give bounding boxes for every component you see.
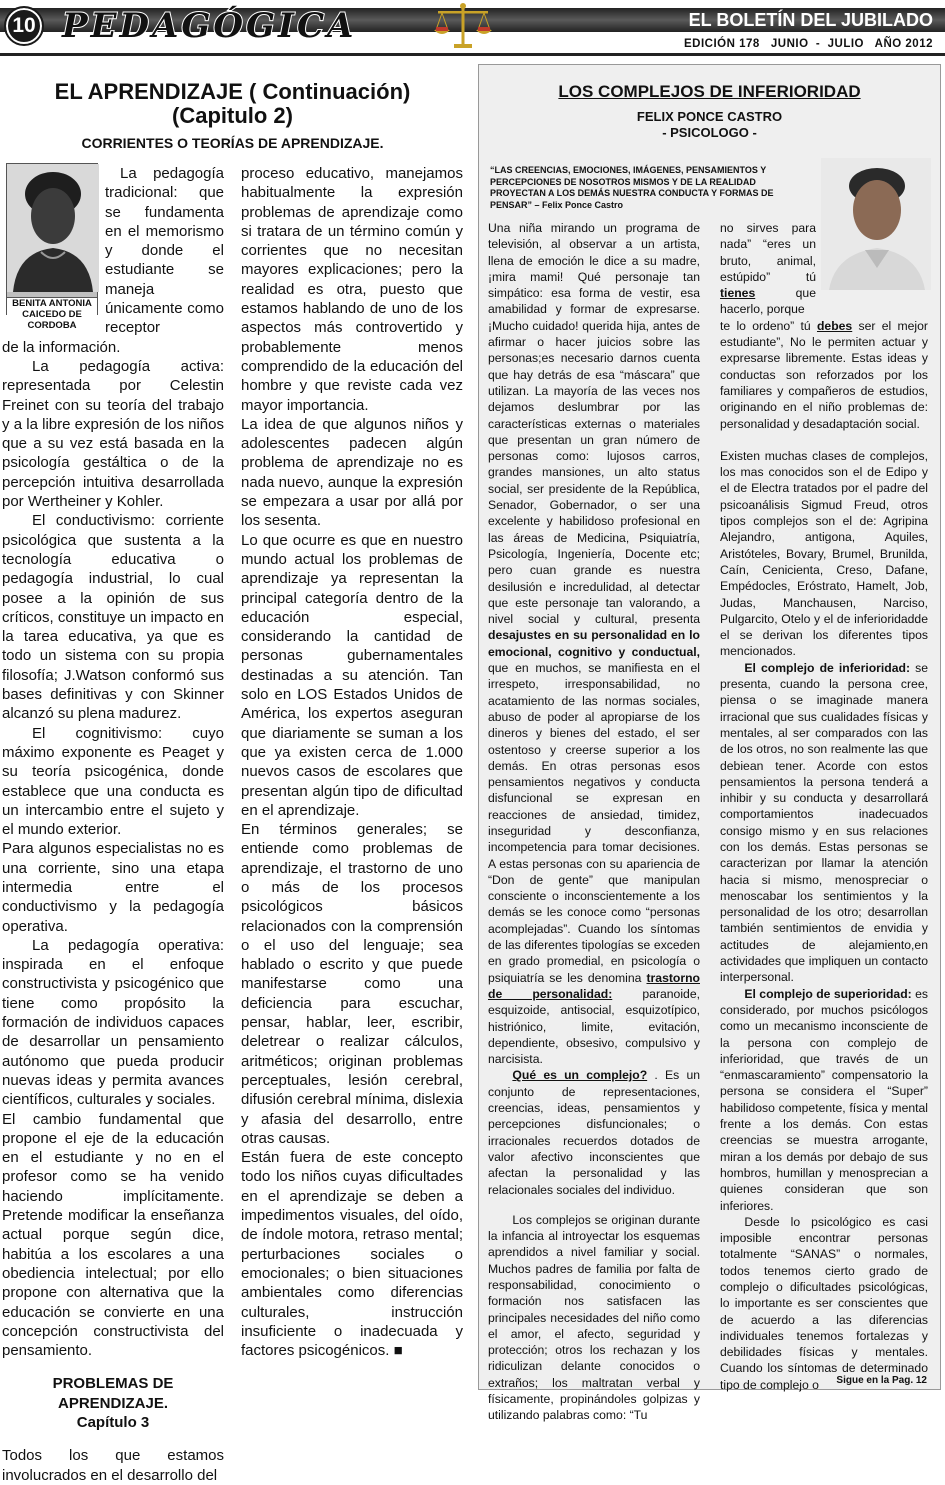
col1-p4: Para algunos especialistas no es una corriente, sino una etapa intermedia entre el conductivismo y la pedagogía operativa. [2,840,224,935]
photo-caption: BENITA ANTONIA CAICEDO DE CORDOBA [7,297,97,331]
col2-p1: proceso educativo, manejamos habitualmente la expresión problemas de aprendizaje como si tratara de un término común y corrientes que no necesitan mayores explicaciones; pero la realidad es otra, puesto que estamos hablando de uno de los aspectos más controvertido y probablemente menos comprendido de la educación del hombre y que reviste cada vez mayor importancia. [241,165,463,414]
left-column-1 [2,164,224,1485]
page-number: 10 [6,8,42,44]
col1-p6: El cambio fundamental que propone el eje de la educación en el estudiante y no en el profesor como se ha venido haciendo implícitamente. Pretende modificar la enseñanza actual porque según dice, habitúa a los escolares a una obediencia intelectual; por ello propone con alternativa que la educación se convierte en una concepción constructivista del pensamiento. [2,1110,224,1360]
col1-intro: La pedagogía tradicional: que se fundamenta en el memorismo y donde el estudiante se maneja únicamente como receptor [105,165,224,337]
right-article-author: FELIX PONCE CASTRO [636,109,783,124]
publication-name: EL BOLETÍN DEL JUBILADO [688,10,933,30]
col2-p5: Están fuera de este concepto todo los niños cuyas dificultades en el aprendizaje se deben a impedimentos visuales, del oído, de índole motora, retraso mental; perturbaciones sociales o emocionales; o bien situaciones ambientales como diferencias culturales, instrucción insuficiente o inadecuada y factores psicogénicos. ■ [241,1149,463,1360]
rc1-p2: Qué es un complejo? . Es un conjunto de representaciones, creencias, ideas, pensamientos y percepciones disfuncionales; o irracionales recuerdos dotados de valor afectivo inconscientes que afectan la personalidad y las relacionales sociales del individuo. [488,1068,700,1197]
rc2-p4: El complejo de superioridad: es considerado, por muchos psicólogos como un mecanismo inconsciente de la persona con complejo de inferioridad, que través de un “enmascaramiento” compensatorio la persona se considera el “Super” habilidoso competente, física y mental frente a los demás. Con estas creencias se muestra arrogante, miran a los demás por debajo de sus hombros, humillan y menosprecian a quienes consideran que son inferiores. [720,986,928,1213]
col1-p5: La pedagogía operativa: inspirada en el enfoque constructivista y psicogénico que tiene como propósito la formación de individuos capaces de desarrollar un pensamiento autónomo que pueda producir nuevas ideas y permita avances científicos, culturales y sociales. [2,936,224,1109]
left-article-subtitle: CORRIENTES O TEORÍAS DE APRENDIZAJE. [81,135,384,151]
end-mark: ■ [393,1342,403,1360]
rc1-p3: Los complejos se originan durante la infancia al introyectar los esquemas aprendidos a nivel familiar y social. Muchos padres de familia por falta de responsabilidad, conocimiento o formación nos satisfacen las principales necesidades del niño como el amor, el afecto, seguridad y protección; otros los rechazan y los ridiculizan delante conocidos o extraños; los maltratan verbal y físicamente, propinándoles golpizas y utilizando palabras como: “Tu [488,1212,700,1423]
rc2-p5: Desde lo psicológico es casi imposible encontrar personas totalmente “SANAS” o normales, todos tenemos cierto grado de complejo o dificultades psicológicas, lo importante es ser conscientes que de acuerdo a las diferencias individuales tenemos fortalezas y debilidades físicas y mentales. Cuando los síntomas de determinado tipo de complejo o [720,1214,928,1392]
rc1-p1: Una niña mirando un programa de televisión, al observar a un artista, llena de emoción le dice a su madre, ¡mira mami! Qué personaje tan simpático: esa forma de vestir, esa amabilidad y formar de expresarse. ¡Mucho cuidado! querida hija, antes de afirmar o hacer juicios sobre las personas;es necesario darnos cuenta que hay detrás de esa “máscara” que utilizan. La mayoría de las veces nos dejamos deslumbrar por las características externas o materiales que presentan un gran número de personas como: lujosos carros, grandes mansiones, un alto status social, ser presidente de la República, Senador, Gobernador, o ser una excelente y habilidoso profesional en las áreas de Medicina, Psiquiatría, Psicología, Ingeniería, Docente etc; pero cuan grande es nuestra desilusión e incredulidad, al detectar que este personaje tan valorando, a nivel social y cultural, presenta desajustes en su personalidad en lo emocional, cognitivo y conductual, que en muchos, se manifiesta en el irrespeto, irresponsabilidad, no acatamiento de las normas sociales, abuso de poder al apropiarse de los dineros y bienes del estado, el ser ostentoso y creerse superior a los demás. En otras personas esos pensamientos negativos y conducta disfuncional se expresan en reacciones de ansiedad, timidez, inseguridad y desconfianza, incompetencia para tomar decisiones. A estas personas con su apariencia de “Don de gente” que manipulan consciente o inconscientemente a los demás se les conoce como “personas acomplejadas”. Cuando los síntomas de las diferentes tipologías se exceden en grado promedial, en psicología o psiquiatría se les denomina trastorno de personalidad: paranoide, esquizoide, antisocial, esquizotípico, histriónico, limite, evitación, dependiente, obsesivo, compulsivo y narcisista. [488,221,700,1067]
col1-p0-end: de la información. [2,338,121,356]
left-article-title: EL APRENDIZAJE ( Continuación) (Capitulo 2) [54,79,411,128]
page-header [0,0,945,58]
col2-p4: En términos generales; se entiende como problemas de aprendizaje, el trastorno de uno o más de los procesos psicológicos básicos relacionados con la comprensión o el uso del lenguaje; sea hablado o escrito y que puede manifestarse como una deficiencia para escuchar, pensar, hablar, leer, escribir, deletrear o realizar cálculos, aritméticos; originan problemas perceptuales, lesión cerebral, difusión cerebral mínima, dislexia y afasia del desarrollo, entre otras causas. [241,821,463,1147]
col1-p3: El cognitivismo: cuyo máximo exponente es Peaget y su teoría psicogénica, donde establece que una conducta es un intercambio entre el sujeto y el mundo exterior. [2,724,224,839]
continue-note: Sigue en la Pag. 12 [836,1375,927,1386]
rc2-p1: te lo ordeno” tú debes ser el mejor estudiante”, No le permiten actuar y expresarse libremente. Estas ideas y conductas son reforzados por los familiares y compañeros de estudios, originando en el niño problemas de: personalidad y desadaptación social. [720,318,928,431]
right-article-quote: “LAS CREENCIAS, EMOCIONES, IMÁGENES, PENSAMIENTOS Y PERCEPCIONES DE NOSOTROS MISMOS Y DE LA REALIDAD PROYECTAN A LOS DEMÁS NUESTRA CONDUCTA Y FORMAS DE PENSAR” – Felix Ponce Castro [490,165,774,210]
rc2-p2: Existen muchas clases de complejos, los mas conocidos son el de Edipo y el de Electra tratados por el padre del psicoanálisis Sigmud Freud, otros tipos complejos son el de: Agripina Alejandro, antigona, Aquiles, Aristóteles, Bovary, Brumel, Brunilda, Caín, Cenicienta, Creso, Dafane, Empédocles, Eróstrato, Hamelt, Job, Judas, Manchausen, Narciso, Pulgarcito, Otelo y el de inferioridadde el se derivan los diferentes tipos mencionados. [720,448,928,659]
right-article-title: LOS COMPLEJOS DE INFERIORIDAD [558,82,861,101]
edition-info: EDICIÓN 178 JUNIO - JULIO AÑO 2012 [683,38,933,50]
scales-of-justice-icon [432,2,494,50]
section-title: PEDAGÓGICA [62,6,357,46]
col2-p2: La idea de que algunos niños y adolescentes padecen algún problema de aprendizaje no es nada nuevo, aunque la expresión se empezara a usar por allá por los sesenta. [241,415,463,530]
rc2-top: no sirves para nada” “eres un bruto, animal, estúpido” tú tienes que hacerlo, porque [720,221,816,317]
col1-p2: El conductivismo: corriente psicológica que sustenta a la tecnología educativa o pedagogía industrial, lo cual posee a la opinión de sus críticos, constituye un impacto en la tarea educativa, ya que es todo un sistema con su propia filosofía; J.Watson conformó sus bases definitivas y con Skinner alcanzó su plena madurez. [2,512,224,723]
right-column-1 [488,220,700,1424]
left-column-2 [241,164,463,1360]
col1-heading: PROBLEMAS DE APRENDIZAJE. Capítulo 3 [52,1375,174,1431]
col1-p1: La pedagogía activa: representada por Celestin Freinet con su teoría del trabajo y a la libre expresión de los niños que a su vez está basada en la psicología gestáltica o de la percepción intuitiva desarrollada por Wertheiner y Kohler. [2,357,224,511]
col2-p3: Lo que ocurre es que en nuestro mundo actual los problemas de aprendizaje ya representan la principal categoría dentro de la educación especial, considerando la cantidad de personas gubernamentales destinadas a su atención. Tan solo en LOS Estados Unidos de América, los expertos aseguran que diariamente se suman a los que ya existen cerca de 1.000 nuevos casos de escolares que presentan algún tipo de dificultad en el aprendizaje. [241,531,463,819]
col1-p7: Todos los que estamos involucrados en el desarrollo del [2,1447,224,1484]
right-article-role: - PSICOLOGO - [662,125,757,140]
header-rule [0,53,945,56]
rc2-p3: El complejo de inferioridad: se presenta, cuando la persona cree, piensa o se imaginade manera irracional que sus cualidades físicas y mentales, al ser comparados con las de los otros, no son realmente las que debiean tener. Acorde con estos pensamientos la persona tenderá a inhibir y su conducta y desarrollará comportamientos inadecuados consigo mismo y en sus relaciones con los demás. Estas personas se caracterizan por llamar la atención hacia si mismo, menospreciar o menoscabar los sentimientos y la personalidad de los otro; desarrollan también sentimientos de envidia y actitudes de alejamiento,en actividades que impliquen un contacto interpersonal. [720,660,928,985]
right-column-2 [720,220,928,1393]
